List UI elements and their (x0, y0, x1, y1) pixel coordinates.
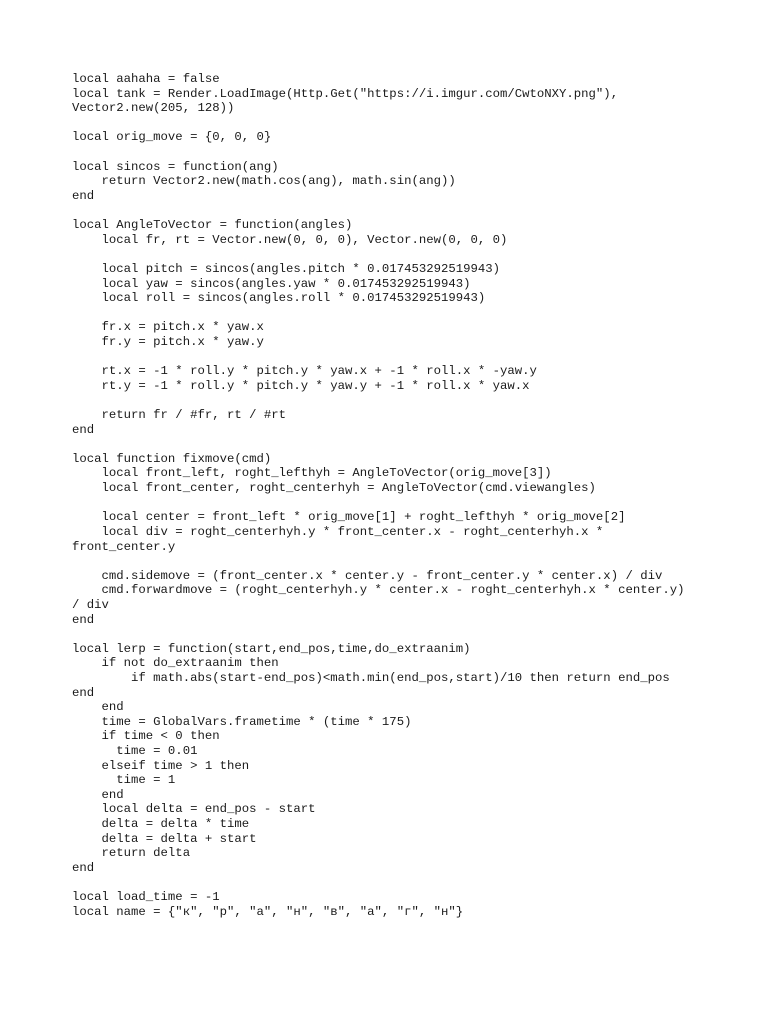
code-line (72, 116, 712, 131)
code-line (72, 306, 712, 321)
code-line (72, 627, 712, 642)
code-line: end (72, 685, 95, 700)
code-line: end (72, 422, 95, 437)
code-line: local center = front_left * orig_move[1] + roght_lefthyh * orig_move[2] (72, 510, 626, 525)
code-line (72, 554, 712, 569)
code-line (72, 350, 712, 365)
code-line: return Vector2.new(math.cos(ang), math.sin(ang)) (72, 174, 456, 189)
code-line: cmd.forwardmove = (roght_centerhyh.y * center.x - roght_centerhyh.x * center.y) (72, 583, 685, 598)
code-line: time = GlobalVars.frametime * (time * 175) (72, 714, 412, 729)
code-line: local roll = sincos(angles.roll * 0.017453292519943) (72, 291, 486, 306)
code-line: Vector2.new(205, 128)) (72, 101, 235, 116)
code-line: time = 1 (72, 773, 176, 788)
code-line: local AngleToVector = function(angles) (72, 218, 353, 233)
code-line: end (72, 612, 95, 627)
code-line: local sincos = function(ang) (72, 159, 279, 174)
code-line: local orig_move = {0, 0, 0} (72, 130, 272, 145)
code-line: elseif time > 1 then (72, 758, 250, 773)
code-line: local function fixmove(cmd) (72, 451, 272, 466)
code-line (72, 876, 712, 891)
code-line (72, 247, 712, 262)
code-line: local fr, rt = Vector.new(0, 0, 0), Vector.new(0, 0, 0) (72, 232, 508, 247)
code-line: if time < 0 then (72, 729, 220, 744)
code-line: local name = {"к", "р", "а", "н", "в", "а", "г", "н"} (72, 904, 464, 919)
code-line: delta = delta * time (72, 817, 250, 832)
code-line: delta = delta + start (72, 831, 257, 846)
code-line (72, 437, 712, 452)
code-line: end (72, 700, 124, 715)
code-line: local front_left, roght_lefthyh = AngleToVector(orig_move[3]) (72, 466, 552, 481)
code-line: if math.abs(start-end_pos)<math.min(end_pos,start)/10 then return end_pos (72, 670, 670, 685)
code-line: fr.x = pitch.x * yaw.x (72, 320, 264, 335)
code-line: local aahaha = false (72, 72, 220, 86)
code-line: local div = roght_centerhyh.y * front_center.x - roght_centerhyh.x * (72, 524, 604, 539)
code-line: local front_center, roght_centerhyh = AngleToVector(cmd.viewangles) (72, 481, 596, 496)
code-line: local lerp = function(start,end_pos,time,do_extraanim) (72, 641, 471, 656)
code-line: end (72, 787, 124, 802)
code-line: rt.x = -1 * roll.y * pitch.y * yaw.x + -1 * roll.x * -yaw.y (72, 364, 537, 379)
code-line: end (72, 860, 95, 875)
code-line: return delta (72, 846, 191, 861)
code-line: fr.y = pitch.x * yaw.y (72, 334, 264, 349)
code-line: end (72, 188, 95, 203)
code-line: rt.y = -1 * roll.y * pitch.y * yaw.y + -1 * roll.x * yaw.x (72, 378, 530, 393)
code-line (72, 203, 712, 218)
code-line: return fr / #fr, rt / #rt (72, 408, 287, 423)
code-line: cmd.sidemove = (front_center.x * center.y - front_center.y * center.x) / div (72, 568, 663, 583)
code-line: time = 0.01 (72, 744, 198, 759)
code-line: / div (72, 597, 109, 612)
code-line: local delta = end_pos - start (72, 802, 316, 817)
code-line: local pitch = sincos(angles.pitch * 0.017453292519943) (72, 261, 501, 276)
code-line (72, 393, 712, 408)
code-line (72, 496, 712, 511)
code-line (72, 145, 712, 160)
code-line: if not do_extraanim then (72, 656, 279, 671)
code-line: local tank = Render.LoadImage(Http.Get("https://i.imgur.com/CwtoNXY.png"), (72, 86, 619, 101)
code-line: local yaw = sincos(angles.yaw * 0.017453292519943) (72, 276, 471, 291)
code-block (72, 72, 712, 919)
code-line: local load_time = -1 (72, 890, 220, 905)
code-line: front_center.y (72, 539, 176, 554)
